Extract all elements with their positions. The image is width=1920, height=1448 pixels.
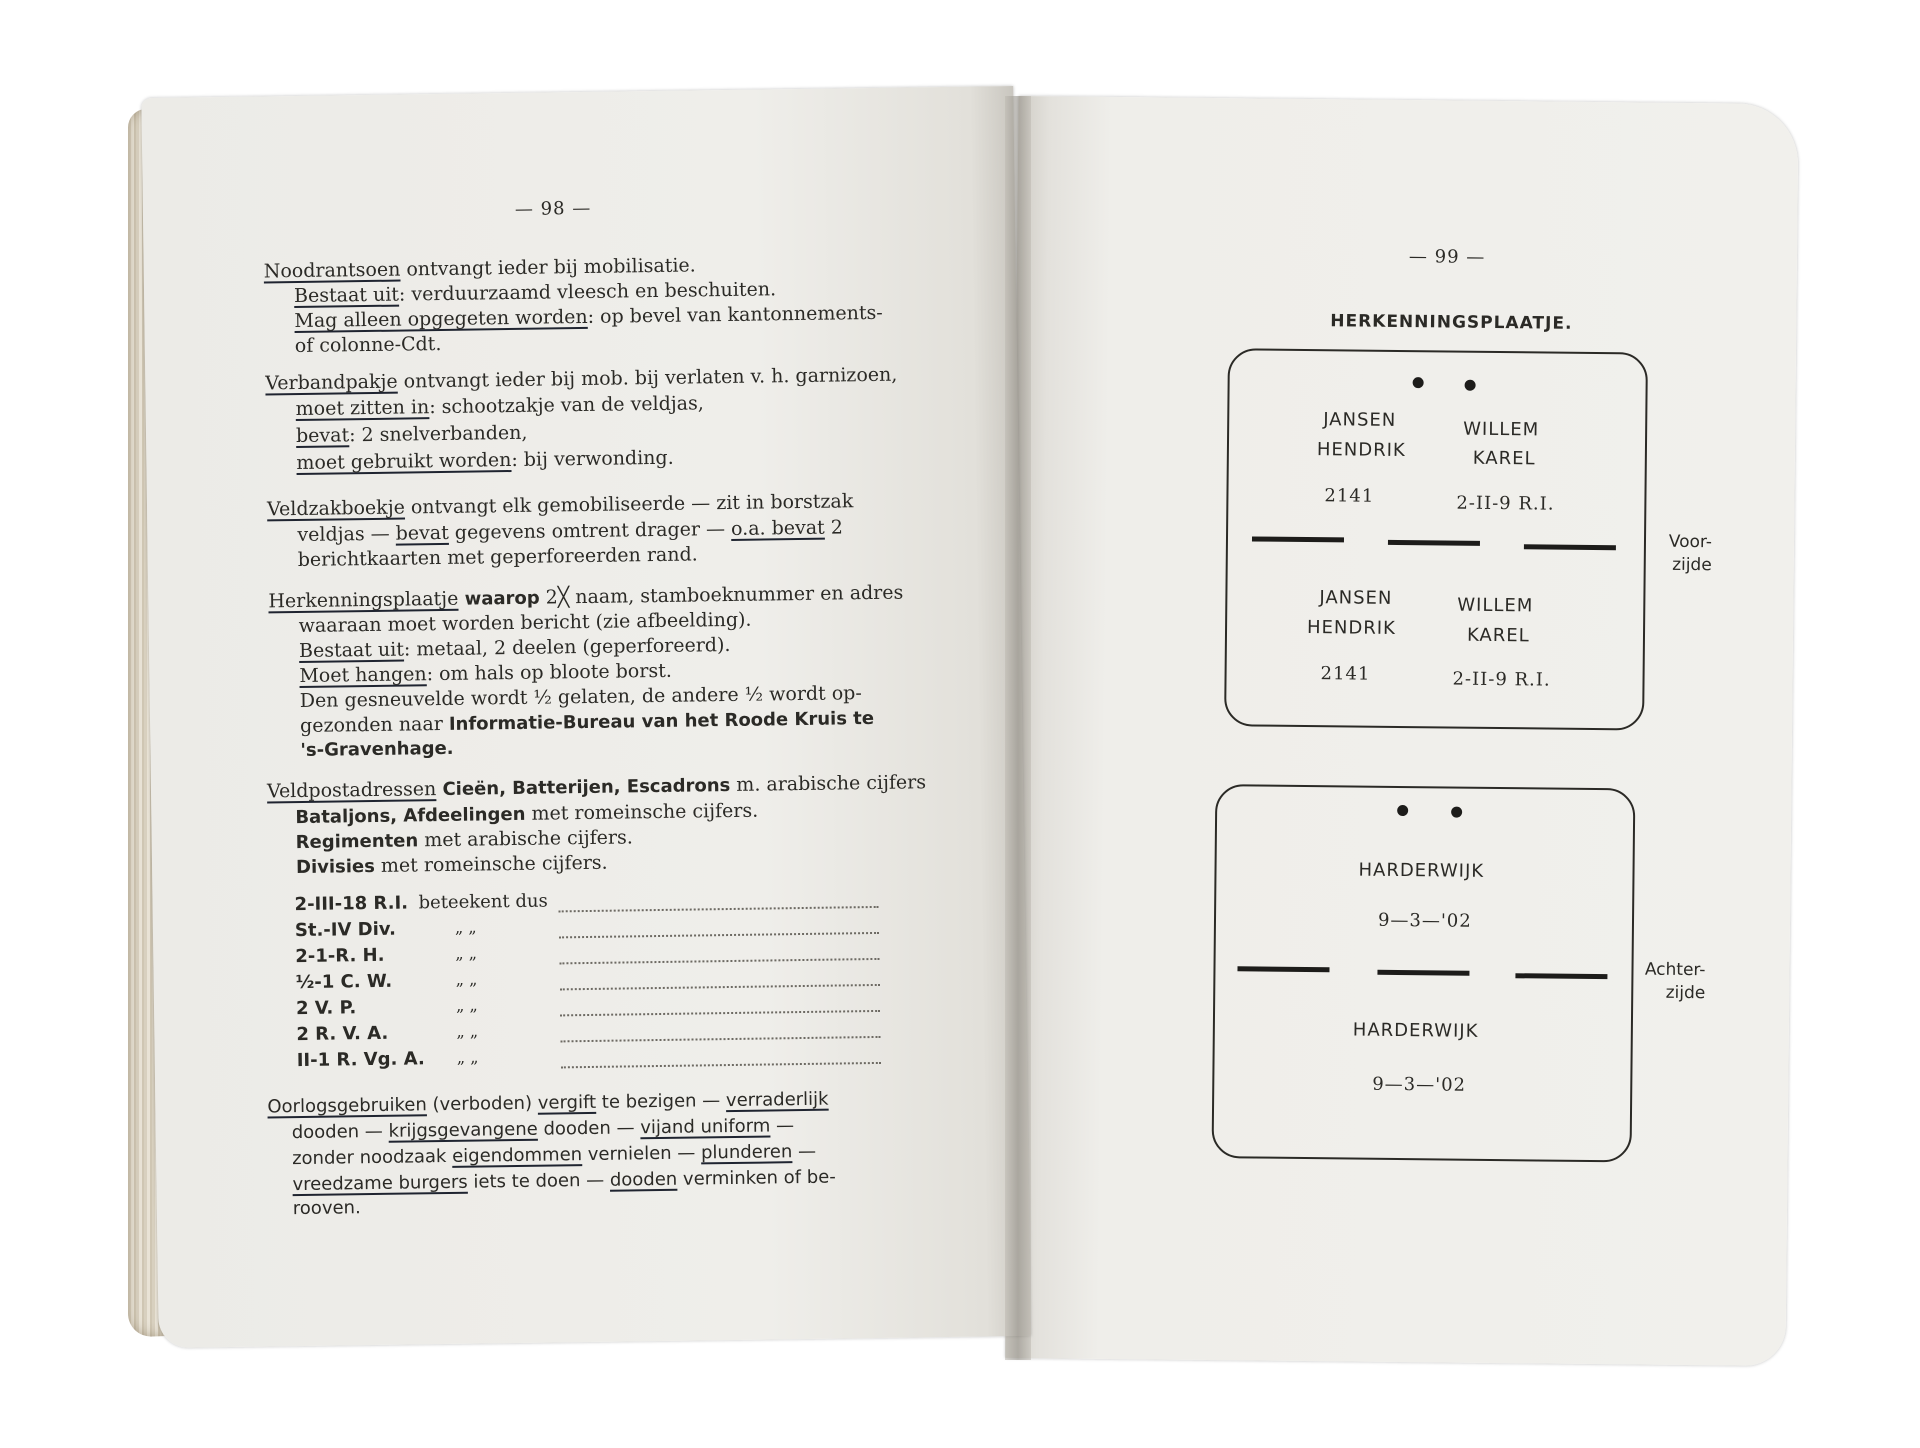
oorlog-plunderen: plunderen — [700, 1141, 793, 1164]
herkenning-line-2: waaraan moet worden bericht (zie afbeelding). — [298, 608, 752, 638]
tag-hole — [1451, 807, 1462, 818]
noodrantsoen-term: Noodrantsoen — [263, 258, 401, 283]
perforation-line — [1388, 540, 1480, 546]
code-row: II-1 R. Vg. A. — [296, 1048, 425, 1072]
oorlog-text-3b: vernielen — — [581, 1142, 702, 1166]
front-surname: JANSEN — [1323, 409, 1397, 431]
back-place-lower: HARDERWIJK — [1352, 1019, 1479, 1042]
side-label-line: zijde — [1672, 554, 1712, 576]
herkenning-bureau: Informatie-Bureau van het Roode Kruis te — [448, 707, 875, 735]
code-row: ½-1 C. W. — [295, 970, 393, 994]
oorlog-krijgsgevangene: krijgsgevangene — [388, 1118, 538, 1142]
veldzakboekje-term: Veldzakboekje — [266, 496, 406, 521]
front-unit-lower: 2-II-9 R.I. — [1452, 668, 1551, 691]
front-given-1-lower: WILLEM — [1457, 594, 1534, 617]
front-number-lower: 2141 — [1320, 663, 1371, 685]
code-row-label: „ „ — [455, 969, 478, 989]
front-given-2: KAREL — [1472, 447, 1536, 470]
oorlog-text-2c: — — [770, 1115, 795, 1137]
veldzakboekje-line-3: berichtkaarten met geperforeerden rand. — [297, 543, 698, 572]
bestaat-text: : verduurzaamd vleesch en beschuiten. — [398, 278, 777, 306]
oorlog-term: Oorlogsgebruiken — [267, 1094, 427, 1118]
veldzakboekje-text: ontvangt elk gemobiliseerde — zit in borstzak — [404, 490, 854, 519]
code-row-label: „ „ — [456, 1047, 479, 1067]
front-firstname: HENDRIK — [1316, 439, 1406, 462]
front-firstname-lower: HENDRIK — [1306, 617, 1397, 639]
herkenning-line-5: Den gesneuvelde wordt ½ gelaten, de andere ½ wordt op- — [299, 682, 862, 712]
figure-title: HERKENNINGSPLAATJE. — [1330, 311, 1573, 334]
code-row-label: „ „ — [455, 995, 478, 1015]
moet-zitten-text: : schootzakje van de veldjas, — [429, 392, 704, 419]
back-side-label — [1625, 958, 1705, 1005]
herkenning-term: Herkenningsplaatje — [268, 587, 459, 613]
veldpost-bold-1: Cieën, Batterijen, Escadrons — [436, 774, 731, 801]
noodrantsoen-text: ontvangt ieder bij mobilisatie. — [400, 254, 696, 281]
oorlog-line-5: rooven. — [292, 1197, 361, 1220]
perforation-line — [1237, 966, 1329, 972]
mag-text: : op bevel van kantonnements- — [587, 301, 883, 328]
verbandpakje-text: ontvangt ieder bij mob. bij verlaten v. h. garnizoen, — [397, 363, 898, 393]
perforation-line — [1377, 970, 1469, 976]
front-unit: 2-II-9 R.I. — [1456, 492, 1555, 515]
moet-zitten-label: moet zitten in — [295, 396, 430, 421]
oorlog-dooden: dooden — [609, 1168, 678, 1191]
back-date: 9—3—'02 — [1377, 909, 1472, 932]
veldpost-text-1: m. arabische cijfers — [730, 771, 927, 796]
code-row-label: „ „ — [454, 917, 477, 937]
herkenning-bestaat-text: : metaal, 2 deelen (geperforeerd). — [403, 633, 731, 661]
herkenning-moet-label: Moet hangen — [299, 663, 427, 687]
gebruikt-text: : bij verwonding. — [511, 446, 674, 472]
oorlog-text-1b: te bezigen — — [595, 1090, 727, 1113]
oorlog-vreedzame-burgers: vreedzame burgers — [292, 1171, 468, 1196]
right-page-number: — 99 — — [1408, 246, 1486, 268]
veldzakboekje-text-b: gegevens omtrent drager — — [448, 517, 732, 544]
perforation-line — [1515, 973, 1607, 979]
veldzakboekje-text-a: veldjas — — [297, 522, 396, 547]
herkenning-moet-text: : om hals op bloote borst. — [426, 659, 672, 686]
gebruikt-label: moet gebruikt worden — [296, 449, 512, 475]
code-row: St.-IV Div. — [294, 918, 397, 942]
herkenning-bestaat-label: Bestaat uit — [298, 638, 405, 662]
veldpost-bold-3: Regimenten — [295, 830, 419, 854]
oorlog-vergift: vergift — [537, 1091, 597, 1114]
left-page-number: — 98 — — [514, 197, 592, 220]
noodrantsoen-line-4: of colonne-Cdt. — [294, 332, 442, 358]
oorlog-text-2a: dooden — — [291, 1120, 389, 1144]
code-row: 2 R. V. A. — [296, 1022, 389, 1046]
verbandpakje-term: Verbandpakje — [265, 370, 398, 395]
tag-hole — [1465, 380, 1476, 391]
veldpost-text-3: met arabische cijfers. — [418, 826, 633, 852]
perforation-line — [1252, 536, 1344, 542]
tag-hole — [1397, 805, 1408, 816]
side-label-line: zijde — [1665, 982, 1706, 1004]
code-row-label: beteekent dus — [418, 890, 548, 914]
oorlog-text-4a: iets te doen — — [467, 1169, 611, 1193]
oorlog-eigendommen: eigendommen — [451, 1144, 583, 1167]
oorlog-text-3a: zonder noodzaak — [291, 1145, 453, 1170]
code-row: 2 V. P. — [295, 997, 357, 1020]
front-surname-lower: JANSEN — [1319, 587, 1393, 609]
oorlog-text-3c: — — [792, 1140, 817, 1163]
code-row: 2-1-R. H. — [295, 944, 385, 968]
veldpost-text-2: met romeinsche cijfers. — [525, 799, 759, 825]
code-row-label: „ „ — [455, 943, 478, 963]
tag-hole — [1413, 377, 1424, 388]
code-row-label: „ „ — [456, 1021, 479, 1041]
herkenning-gezonden: gezonden naar — [299, 712, 450, 737]
veldzakboekje-text-c: 2 — [824, 516, 844, 539]
bevat-label: bevat — [295, 424, 350, 448]
bestaat-label: Bestaat uit — [293, 283, 400, 308]
veldzakboekje-oa-bevat: o.a. bevat — [730, 516, 825, 540]
veldpost-bold-2: Bataljons, Afdeelingen — [295, 803, 526, 829]
oorlog-text-2b: dooden — — [537, 1117, 641, 1140]
veldpost-bold-4: Divisies — [295, 855, 376, 879]
oorlog-verraderlijk: verraderlijk — [725, 1088, 829, 1112]
front-side-label — [1642, 531, 1712, 578]
side-label-line: Achter- — [1644, 959, 1706, 981]
back-date-lower: 9—3—'02 — [1372, 1073, 1467, 1096]
perforation-line — [1524, 544, 1616, 550]
code-row: 2-III-18 R.I. — [294, 892, 409, 916]
oorlog-text-4b: verminken of be- — [677, 1166, 836, 1190]
bevat-text: : 2 snelverbanden, — [348, 421, 528, 447]
veldzakboekje-bevat: bevat — [395, 521, 449, 545]
front-given-1: WILLEM — [1463, 418, 1540, 441]
veldpost-term: Veldpostadressen — [266, 778, 437, 803]
veldpost-text-4: met romeinsche cijfers. — [374, 851, 608, 877]
herkenning-text: 2╳ naam, stamboeknummer en adres — [539, 581, 904, 609]
herkenning-waarop: waarop — [458, 587, 540, 610]
mag-label: Mag alleen opgegeten worden — [294, 305, 588, 333]
oorlog-text-1: (verboden) — [426, 1092, 538, 1116]
herkenning-line-7: 's-Gravenhage. — [300, 737, 454, 761]
front-number: 2141 — [1324, 485, 1375, 507]
front-given-2-lower: KAREL — [1466, 624, 1530, 647]
back-place: HARDERWIJK — [1358, 859, 1485, 882]
oorlog-vijand-uniform: vijand uniform — [640, 1115, 771, 1139]
side-label-line: Voor- — [1668, 531, 1713, 553]
